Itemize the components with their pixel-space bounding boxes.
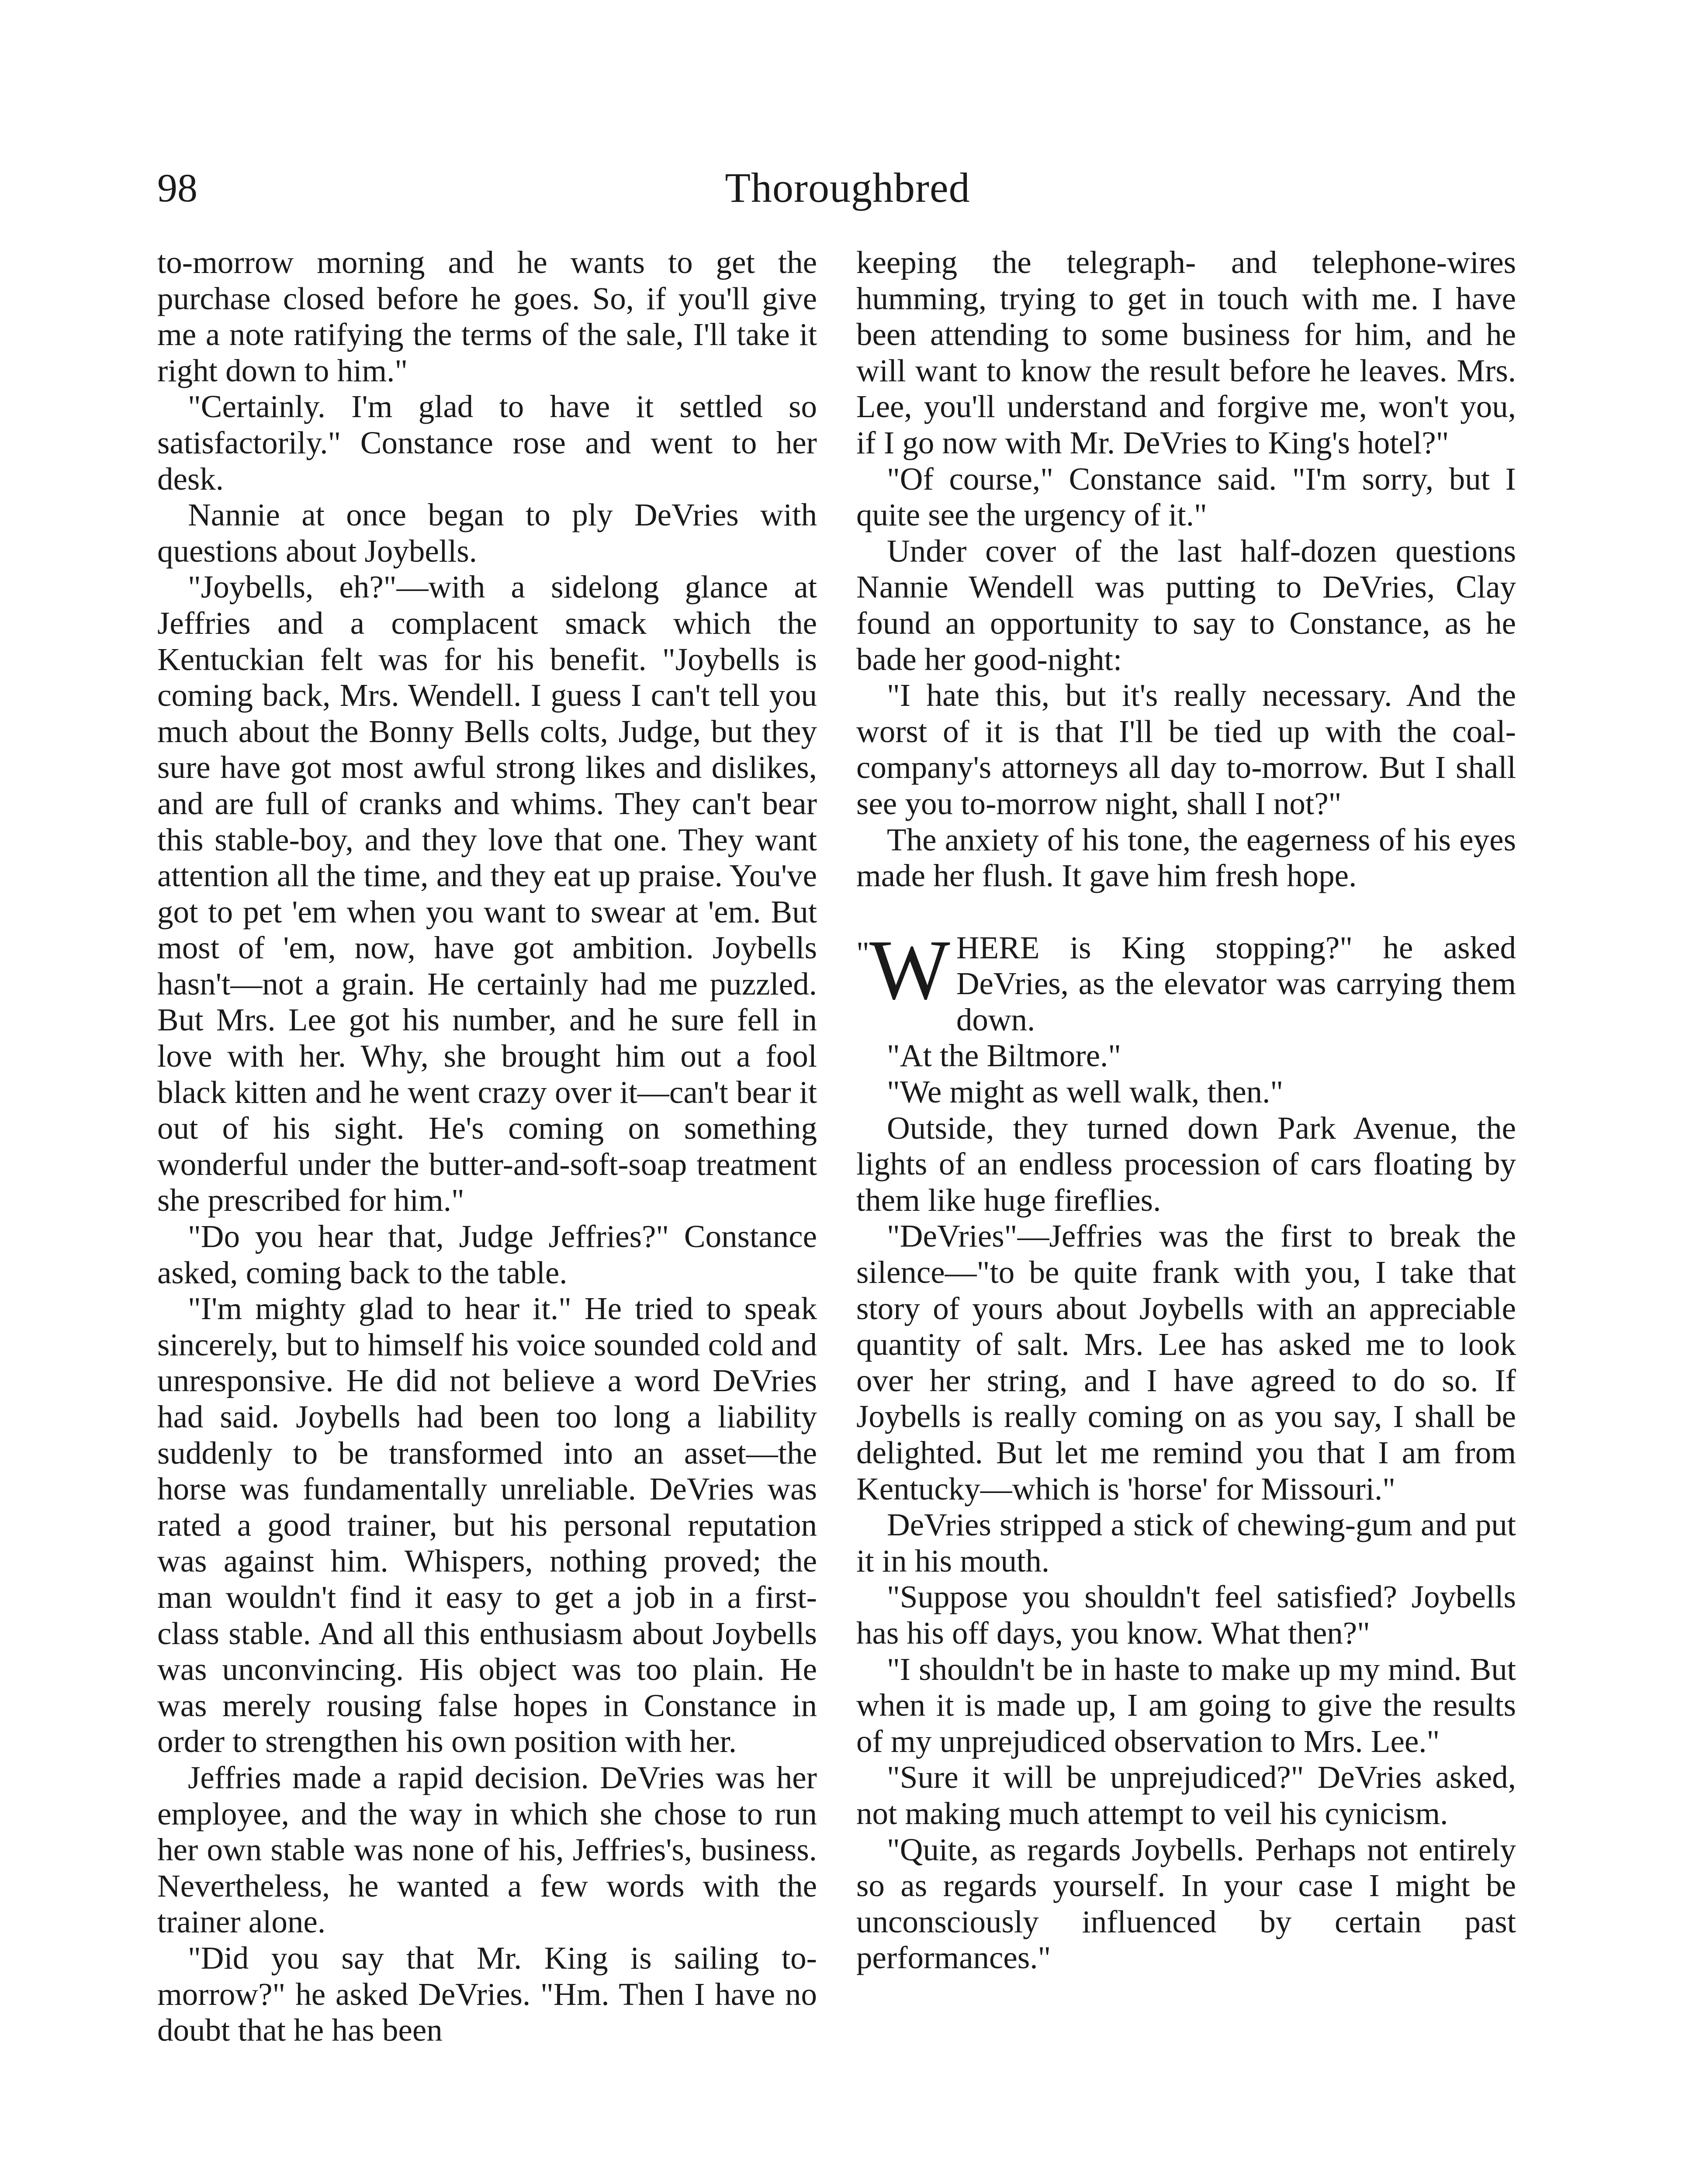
page-number: 98 <box>157 166 197 210</box>
paragraph: "I'm mighty glad to hear it." He tried to speak sincerely, but to himself his voice sounded cold and unresponsive. He did not believe a word DeVries had said. Joybells had been too long a liability suddenly to be transformed into an asset—the horse was fundamentally unreliable. DeVries was rated a good trainer, but his personal reputation was against him. Whispers, nothing proved; the man wouldn't find it easy to get a job in a first-class stable. And all this enthusiasm about Joybells was unconvincing. His object was too plain. He was merely rousing false hopes in Constance in order to strengthen his own position with her. <box>157 1291 817 1759</box>
paragraph: "Did you say that Mr. King is sailing to-morrow?" he asked DeVries. "Hm. Then I have no doubt that he has been <box>157 1940 817 2048</box>
paragraph: "I hate this, but it's really necessary. And the worst of it is that I'll be tied up with the coal-company's attorneys all day to-morrow. But I shall see you to-morrow night, shall I not?" <box>856 677 1516 821</box>
paragraph: to-morrow morning and he wants to get the purchase closed before he goes. So, if you'll give me a note ratifying the terms of the sale, I'll take it right down to him." <box>157 245 817 388</box>
paragraph: "Of course," Constance said. "I'm sorry, but I quite see the urgency of it." <box>856 461 1516 533</box>
paragraph: Jeffries made a rapid decision. DeVries was her employee, and the way in which she chose to run her own stable was none of his, Jeffries's, business. Nevertheless, he wanted a few words with the trainer alone. <box>157 1759 817 1940</box>
paragraph: "Joybells, eh?"—with a sidelong glance at Jeffries and a complacent smack which the Kentuckian felt was for his benefit. "Joybells is coming back, Mrs. Wendell. I guess I can't tell you much about the Bonny Bells colts, Judge, but they sure have got most awful strong likes and dislikes, and are full of cranks and whims. They can't bear this stable-boy, and they love that one. They want attention all the time, and they eat up praise. You've got to pet 'em when you want to swear at 'em. But most of 'em, now, have got ambition. Joybells hasn't—not a grain. He certainly had me puzzled. But Mrs. Lee got his number, and he sure fell in love with her. Why, she brought him out a fool black kitten and he went crazy over it—can't bear it out of his sight. He's coming on something wonderful under the butter-and-soft-soap treatment she prescribed for him." <box>157 569 817 1218</box>
paragraph: "At the Biltmore." <box>887 1038 1121 1074</box>
paragraph: "I shouldn't be in haste to make up my mind. But when it is made up, I am going to give the results of my unprejudiced observation to Mrs. Lee." <box>856 1651 1516 1759</box>
dropcap-paragraph <box>856 922 1516 1038</box>
dropcap-paragraph-text: HERE is King stopping?" he asked DeVries, as the elevator was carrying them down. <box>956 930 1516 1037</box>
paragraph: "Certainly. I'm glad to have it settled so satisfactorily." Constance rose and went to her desk. <box>157 389 817 497</box>
paragraph: DeVries stripped a stick of chewing-gum and put it in his mouth. <box>856 1507 1516 1579</box>
dropcap-open-quote: " <box>856 935 869 971</box>
paragraph: "DeVries"—Jeffries was the first to break the silence—"to be quite frank with you, I take that story of yours about Joybells with an appreciable quantity of salt. Mrs. Lee has asked me to look over her string, and I have agreed to do so. If Joybells is really coming on as you say, I shall be delighted. But let me remind you that I am from Kentucky—which is 'horse' for Missouri." <box>856 1218 1516 1507</box>
dropcap <box>856 922 950 1017</box>
paragraph: "Suppose you shouldn't feel satisfied? Joybells has his off days, you know. What then?" <box>856 1579 1516 1651</box>
paragraph: keeping the telegraph- and telephone-wires humming, trying to get in touch with me. I have been attending to some business for him, and he will want to know the result before he leaves. Mrs. Lee, you'll understand and forgive me, won't you, if I go now with Mr. DeVries to King's hotel?" <box>856 245 1516 460</box>
right-column <box>856 245 1516 1976</box>
paragraph: "Sure it will be unprejudiced?" DeVries asked, not making much attempt to veil his cynicism. <box>856 1759 1516 1831</box>
section-break <box>856 894 1516 930</box>
paragraph: Under cover of the last half-dozen questions Nannie Wendell was putting to DeVries, Clay found an opportunity to say to Constance, as he bade her good-night: <box>856 533 1516 677</box>
paragraph: "Do you hear that, Judge Jeffries?" Constance asked, coming back to the table. <box>157 1219 817 1290</box>
left-column <box>157 245 817 2049</box>
dropcap-letter: W <box>869 922 950 1017</box>
running-title: Thoroughbred <box>725 164 970 211</box>
page-header <box>157 157 1538 218</box>
paragraph: "We might as well walk, then." <box>887 1074 1284 1110</box>
paragraph: The anxiety of his tone, the eagerness of his eyes made her flush. It gave him fresh hope. <box>856 822 1516 894</box>
paragraph: "Quite, as regards Joybells. Perhaps not entirely so as regards yourself. In your case I might be unconsciously influenced by certain past performances." <box>856 1832 1516 1976</box>
paragraph: Outside, they turned down Park Avenue, the lights of an endless procession of cars floating by them like huge fireflies. <box>856 1110 1516 1218</box>
paragraph: Nannie at once began to ply DeVries with questions about Joybells. <box>157 497 817 569</box>
